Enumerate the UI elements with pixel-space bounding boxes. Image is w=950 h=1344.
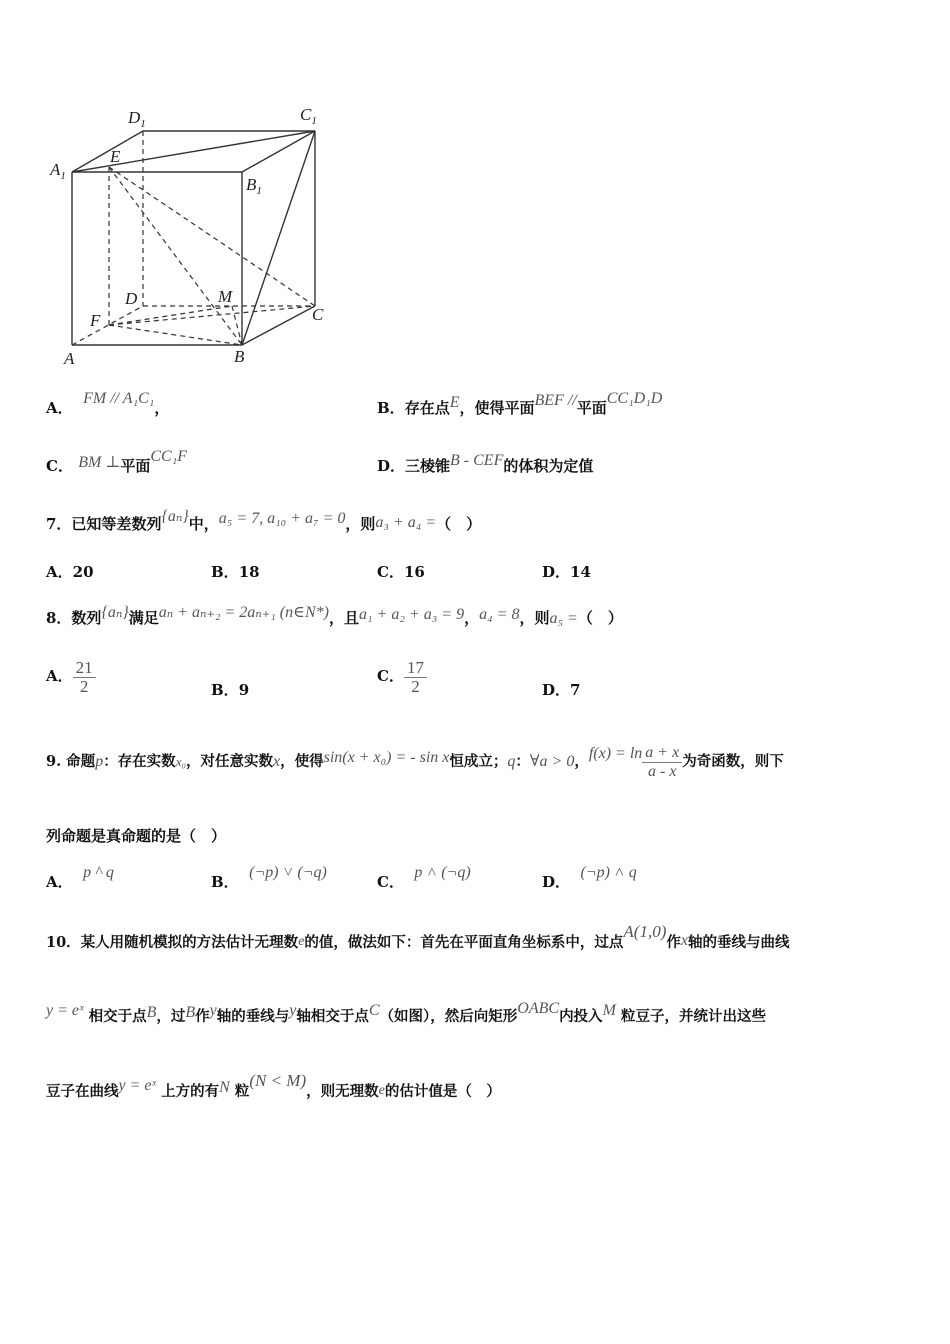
q7-option-b[interactable]: B．18 bbox=[211, 563, 260, 581]
q9-option-a[interactable]: A． p ^ q bbox=[46, 864, 114, 891]
q10-line2: y = eˣ 相交于点B，过B作y轴的垂线与y轴相交于点C（如图），然后向矩形OABC内投入M 粒豆子，并统计出这些 bbox=[46, 1000, 766, 1025]
q6-option-b[interactable]: B．存在点E，使得平面BEF //平面CC₁D₁D bbox=[377, 390, 663, 417]
q6-option-c[interactable]: C． BM ⊥平面CC₁F bbox=[46, 448, 188, 475]
q8-stem: 8．数列{aₙ}满足aₙ + aₙ₊₂ = 2aₙ₊₁ (n∈N*)，且a₁ + a₂ + a₃ = 9，a₄ = 8，则a₅ =（ ） bbox=[46, 604, 623, 627]
label-a: A bbox=[64, 349, 75, 368]
label-m: M bbox=[218, 287, 233, 306]
q7-stem: 7．已知等差数列{aₙ}中，a₅ = 7, a₁₀ + a₇ = 0，则a₃ + a₄ =（ ） bbox=[46, 508, 482, 533]
q9-option-c[interactable]: C． p ˄ (¬q) bbox=[377, 864, 471, 891]
q9-option-b[interactable]: B． (¬p) ˅ (¬q) bbox=[211, 864, 327, 891]
label-f: F bbox=[90, 311, 101, 330]
label-b1: $B_1$ bbox=[246, 175, 262, 197]
q10-line1: 10．某人用随机模拟的方法估计无理数e的值，做法如下：首先在平面直角坐标系中，过点A(1,0)作x轴的垂线与曲线 bbox=[46, 922, 790, 951]
label-b: B bbox=[234, 347, 245, 366]
label-e: E bbox=[110, 147, 121, 166]
q9-stem-line2: 列命题是真命题的是（ ） bbox=[46, 827, 227, 845]
label-c1: $C_1$ bbox=[300, 105, 317, 127]
q9-option-d[interactable]: D． (¬p) ˄ q bbox=[542, 864, 637, 891]
q7-option-c[interactable]: C．16 bbox=[377, 563, 425, 581]
cube-figure bbox=[40, 95, 340, 375]
q8-option-a[interactable]: A． $\frac{21}{2}$ bbox=[46, 656, 96, 696]
q9-stem: 9. 命题p：存在实数x₀，对任意实数x，使得sin(x + x₀) = - sin x恒成立；q：∀a > 0，f(x) = ln $\frac{a + x}{a - x}$ 为奇函数，则下 bbox=[46, 743, 784, 780]
q8-option-d[interactable]: D．7 bbox=[542, 681, 581, 699]
q7-option-d[interactable]: D．14 bbox=[542, 563, 591, 581]
q6-option-d[interactable]: D．三棱锥B - CEF的体积为定值 bbox=[377, 452, 594, 475]
q6-option-a[interactable]: A． FM // A₁C₁， bbox=[46, 390, 170, 417]
label-c: C bbox=[312, 305, 324, 324]
q7-option-a[interactable]: A．20 bbox=[46, 563, 94, 581]
label-d1: $D_1$ bbox=[128, 108, 146, 130]
q8-option-c[interactable]: C． $\frac{17}{2}$ bbox=[377, 656, 427, 696]
label-d: D bbox=[125, 289, 138, 308]
q8-option-b[interactable]: B．9 bbox=[211, 681, 250, 699]
label-a1: $A_1$ bbox=[50, 160, 66, 182]
q10-line3: 豆子在曲线y = eˣ 上方的有N 粒(N < M)，则无理数e的估计值是（ ） bbox=[46, 1071, 501, 1100]
